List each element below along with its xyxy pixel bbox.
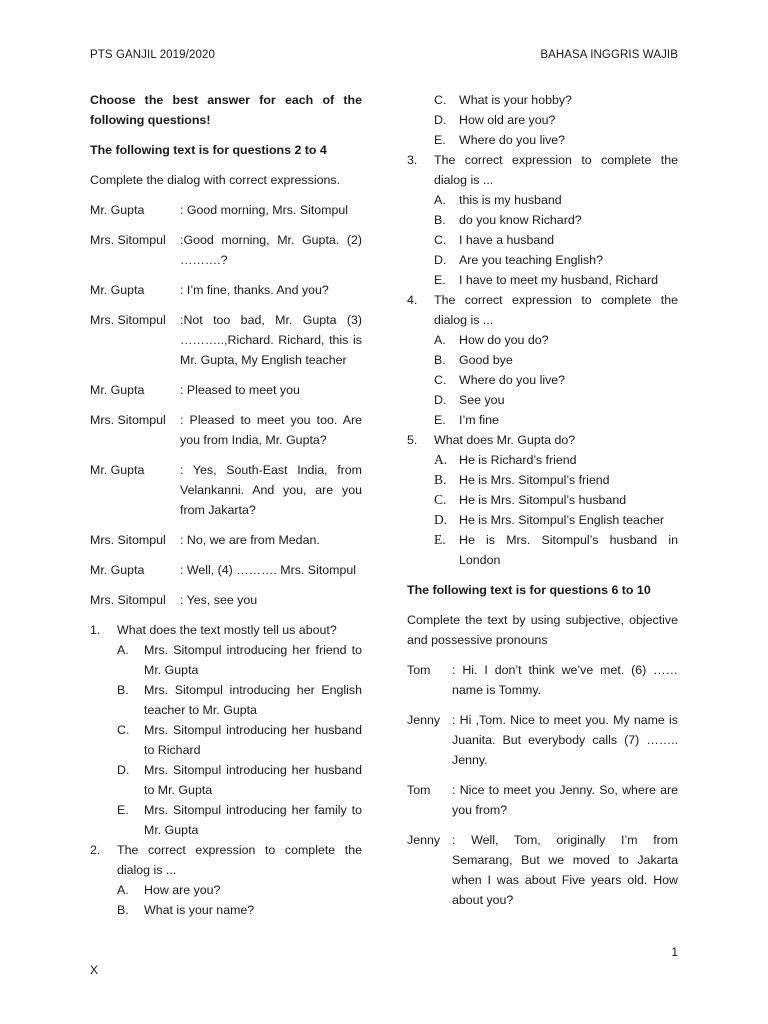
option-letter: A.	[434, 193, 446, 207]
option-letter: B.	[434, 353, 446, 367]
dialog-line	[90, 410, 362, 450]
dialog-line	[90, 310, 362, 370]
answer-option[interactable]	[407, 410, 678, 430]
question-5	[407, 430, 678, 570]
option-letter: E.	[117, 803, 129, 817]
answer-option[interactable]	[407, 130, 678, 150]
answer-option[interactable]	[90, 640, 362, 680]
speaker: Jenny	[407, 713, 441, 727]
option-text: Where do you live?	[459, 133, 566, 147]
option-letter: B.	[117, 683, 129, 697]
speaker: Mrs. Sitompul	[90, 593, 166, 607]
option-text: What is your hobby?	[459, 93, 572, 107]
option-text: I have to meet my husband, Richard	[459, 273, 659, 287]
section-2-intro: Complete the text by using subjective, objective and possessive pronouns	[407, 613, 678, 647]
option-text: How are you?	[144, 883, 221, 897]
option-text: He is Mrs. Sitompul’s English teacher	[459, 513, 664, 527]
dialog-line	[90, 460, 362, 520]
option-letter: B.	[434, 472, 447, 487]
answer-option[interactable]	[90, 900, 362, 920]
option-text: Mrs. Sitompul introducing her husband to Richard	[144, 723, 362, 757]
option-text: What is your name?	[144, 903, 255, 917]
option-text: He is Mrs. Sitompul’s friend	[459, 473, 610, 487]
question-text: The correct expression to complete the dialog is ...	[434, 153, 678, 187]
question-text: The correct expression to complete the dialog is ...	[117, 843, 362, 877]
option-letter: B.	[434, 213, 446, 227]
option-letter: B.	[117, 903, 129, 917]
dialog-line	[90, 590, 362, 610]
speaker: Mr. Gupta	[90, 283, 145, 297]
option-text: How old are you?	[459, 113, 556, 127]
utterance: : Pleased to meet you	[180, 383, 300, 397]
speaker: Tom	[407, 663, 431, 677]
answer-option[interactable]	[407, 390, 678, 410]
answer-option[interactable]	[407, 350, 678, 370]
option-letter: A.	[434, 452, 448, 467]
dialog-line	[407, 780, 678, 820]
speaker: Mr. Gupta	[90, 203, 145, 217]
option-text: See you	[459, 393, 505, 407]
question-4	[407, 290, 678, 430]
answer-option[interactable]	[407, 270, 678, 290]
dialog-line	[407, 830, 678, 910]
answer-option[interactable]	[90, 800, 362, 840]
option-text: He is Mrs. Sitompul’s husband	[459, 493, 627, 507]
speaker: Jenny	[407, 833, 441, 847]
question-1	[90, 620, 362, 840]
answer-option[interactable]	[407, 330, 678, 350]
option-text: Good bye	[459, 353, 513, 367]
utterance: : Hi ,Tom. Nice to meet you. My name is Juanita. But everybody calls (7) …….. Jenny.	[452, 713, 678, 767]
answer-option[interactable]	[407, 450, 678, 470]
question-text: What does Mr. Gupta do?	[434, 433, 576, 447]
answer-option[interactable]	[407, 110, 678, 130]
utterance: : Well, (4) ………. Mrs. Sitompul	[180, 563, 357, 577]
option-letter: A.	[117, 643, 129, 657]
option-letter: D.	[434, 512, 448, 527]
speaker: Mrs. Sitompul	[90, 413, 166, 427]
speaker: Mr. Gupta	[90, 463, 145, 477]
answer-option[interactable]	[90, 680, 362, 720]
question-number: 4.	[407, 293, 418, 307]
dialog-line	[407, 710, 678, 770]
question-number: 5.	[407, 433, 418, 447]
option-text: Where do you live?	[459, 373, 566, 387]
option-letter: A.	[117, 883, 129, 897]
utterance: : Yes, South-East India, from Velankanni. And you, are you from Jakarta?	[180, 463, 362, 517]
utterance: : Nice to meet you Jenny. So, where are you from?	[452, 783, 678, 817]
question-number: 3.	[407, 153, 418, 167]
option-text: I’m fine	[459, 413, 499, 427]
option-letter: D.	[434, 253, 447, 267]
utterance: : Hi. I don’t think we’ve met. (6) …… name is Tommy.	[452, 663, 678, 697]
dialog-line	[90, 530, 362, 550]
option-text: Mrs. Sitompul introducing her husband to Mr. Gupta	[144, 763, 362, 797]
utterance: : I’m fine, thanks. And you?	[180, 283, 329, 297]
utterance: : Good morning, Mrs. Sitompul	[180, 203, 349, 217]
option-text: Mrs. Sitompul introducing her friend to Mr. Gupta	[144, 643, 362, 677]
option-letter: C.	[434, 373, 447, 387]
instruction-text: Choose the best answer for each of the following questions!	[90, 93, 362, 127]
dialog-line	[90, 280, 362, 300]
dialog-line	[90, 200, 362, 220]
speaker: Tom	[407, 783, 431, 797]
speaker: Mrs. Sitompul	[90, 533, 166, 547]
answer-option[interactable]	[90, 880, 362, 900]
answer-option[interactable]	[407, 90, 678, 110]
option-text: this is my husband	[459, 193, 562, 207]
right-column	[407, 90, 678, 920]
utterance: : Pleased to meet you too. Are you from India, Mr. Gupta?	[180, 413, 362, 447]
option-letter: C.	[434, 233, 447, 247]
section-intro: Complete the dialog with correct expressions.	[90, 173, 340, 187]
dialog	[90, 200, 362, 610]
option-text: Mrs. Sitompul introducing her English teacher to Mr. Gupta	[144, 683, 362, 717]
speaker: Mrs. Sitompul	[90, 233, 166, 247]
utterance: : No, we are from Medan.	[180, 533, 320, 547]
option-text: do you know Richard?	[459, 213, 582, 227]
question-number: 1.	[90, 623, 101, 637]
option-letter: E.	[434, 413, 446, 427]
answer-option[interactable]	[407, 210, 678, 230]
utterance: : Yes, see you	[180, 593, 258, 607]
option-letter: E.	[434, 133, 446, 147]
option-text: He is Richard’s friend	[459, 453, 577, 467]
option-letter: D.	[117, 763, 130, 777]
dialog-line	[407, 660, 678, 700]
option-letter: E.	[434, 532, 446, 547]
speaker: Mrs. Sitompul	[90, 313, 166, 327]
question-text: What does the text mostly tell us about?	[117, 623, 337, 637]
speaker: Mr. Gupta	[90, 563, 145, 577]
answer-option[interactable]	[90, 720, 362, 760]
answer-option[interactable]	[407, 230, 678, 250]
header-exam-title: PTS GANJIL 2019/2020	[90, 49, 215, 61]
answer-option[interactable]	[407, 530, 678, 570]
option-text: He is Mrs. Sitompul’s husband in London	[459, 533, 678, 567]
question-2-continued	[407, 90, 678, 150]
utterance: : Well, Tom, originally I’m from Semarang, But we moved to Jakarta when I was about Five years old. How about you?	[452, 833, 678, 907]
answer-option[interactable]	[407, 490, 678, 510]
option-letter: D.	[434, 113, 447, 127]
question-number: 2.	[90, 843, 101, 857]
section-title: The following text is for questions 2 to 4	[90, 143, 327, 157]
answer-option[interactable]	[407, 470, 678, 490]
option-text: Mrs. Sitompul introducing her family to Mr. Gupta	[144, 803, 362, 837]
utterance: :Good morning, Mr. Gupta. (2) ……….?	[180, 233, 362, 267]
option-text: Are you teaching English?	[459, 253, 603, 267]
answer-option[interactable]	[90, 760, 362, 800]
option-text: I have a husband	[459, 233, 555, 247]
header-subject: BAHASA INGGRIS WAJIB	[540, 49, 678, 61]
dialog-2	[407, 660, 678, 910]
dialog-line	[90, 380, 362, 400]
page-number: 1	[671, 945, 678, 959]
dialog-line	[90, 560, 362, 580]
option-letter: A.	[434, 333, 446, 347]
option-text: How do you do?	[459, 333, 549, 347]
question-2	[90, 840, 362, 920]
option-letter: C.	[434, 93, 447, 107]
option-letter: C.	[117, 723, 130, 737]
question-3	[407, 150, 678, 290]
footer-mark: X	[90, 963, 99, 977]
left-column	[90, 90, 362, 920]
option-letter: D.	[434, 393, 447, 407]
speaker: Mr. Gupta	[90, 383, 145, 397]
option-letter: E.	[434, 273, 446, 287]
answer-option[interactable]	[407, 510, 678, 530]
dialog-line	[90, 230, 362, 270]
question-text: The correct expression to complete the dialog is ...	[434, 293, 678, 327]
option-letter: C.	[434, 492, 447, 507]
section-2-title: The following text is for questions 6 to 10	[407, 583, 651, 597]
answer-option[interactable]	[407, 190, 678, 210]
answer-option[interactable]	[407, 370, 678, 390]
utterance: :Not too bad, Mr. Gupta (3) ………..,Richard. Richard, this is Mr. Gupta, My English teacher	[180, 313, 362, 367]
answer-option[interactable]	[407, 250, 678, 270]
